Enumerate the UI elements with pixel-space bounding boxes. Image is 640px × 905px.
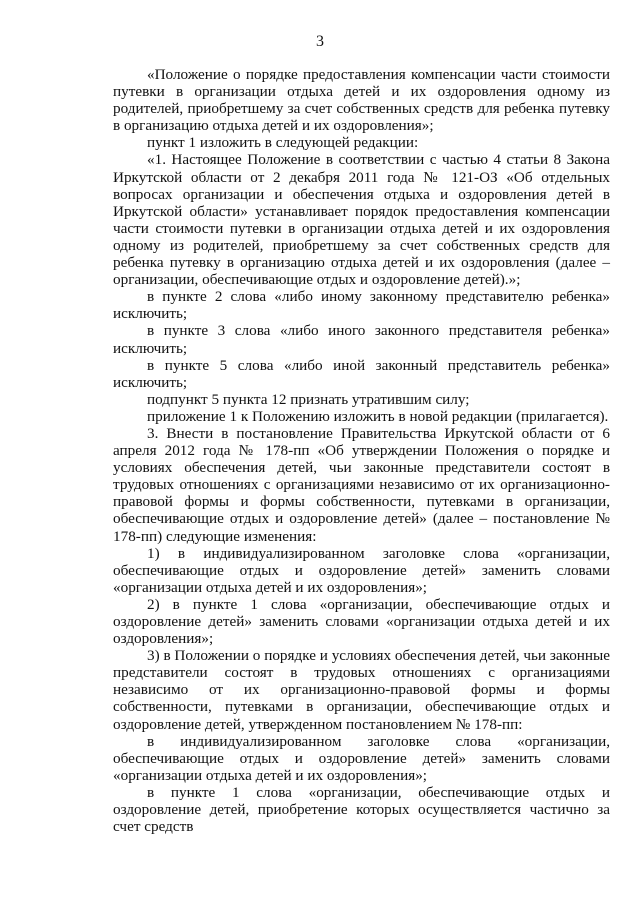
paragraph-change-3-heading: в индивидуализированном заголовке слова «организации, обеспечивающие отдых и оздоровление детей» заменить словами «организации отдыха детей и их оздоровления»;	[113, 732, 610, 784]
paragraph-regulation-title: «Положение о порядке предоставления компенсации части стоимости путевки в организации отдыха детей и их оздоровления одному из родителей, приобретшему за счет собственных средств для ребенка путевку в организацию отдыха детей и их оздоровления»;	[113, 66, 610, 135]
paragraph-item1-intro: пункт 1 изложить в следующей редакции:	[147, 134, 419, 152]
paragraph-section3: 3. Внести в постановление Правительства Иркутской области от 6 апреля 2012 года № 178-пп «Об утверждении Положения о порядке и условиях обеспечения детей, чьи законные представители состоят в трудовых отношениях с организациями независимо от их организационно-правовой формы и формы собственности, путевками в организации, обеспечивающие отдых и оздоровление детей» (далее – постановление № 178-пп) следующие изменения:	[113, 424, 610, 545]
paragraph-item3-change: в пункте 3 слова «либо иного законного представителя ребенка» исключить;	[113, 322, 610, 357]
paragraph-change-3-item1: в пункте 1 слова «организации, обеспечивающие отдых и оздоровление детей, приобретение которых осуществляется частично за счет средств	[113, 783, 610, 836]
paragraph-item2-change: в пункте 2 слова «либо иному законному представителю ребенка» исключить;	[113, 288, 610, 323]
paragraph-item1-text: «1. Настоящее Положение в соответствии с частью 4 статьи 8 Закона Иркутской области от 2 декабря 2011 года № 121-ОЗ «Об отдельных вопросах организации и обеспечения отдыха и оздоровления детей в Иркутской области» устанавливает порядок предоставления компенсации части стоимости путевки в организации отдыха детей и их оздоровления одному из родителей, приобретшему за счет собственных средств для ребенка путевку в организацию отдыха детей и их оздоровления (далее – организации, обеспечивающие отдых и оздоровление детей).»;	[113, 151, 610, 289]
paragraph-appendix1: приложение 1 к Положению изложить в новой редакции (прилагается).	[147, 407, 609, 425]
page-number: 3	[316, 33, 324, 50]
paragraph-change-2: 2) в пункте 1 слова «организации, обеспечивающие отдых и оздоровление детей» заменить словами «организации отдыха детей и их оздоровления»;	[113, 595, 610, 648]
paragraph-change-1: 1) в индивидуализированном заголовке слова «организации, обеспечивающие отдых и оздоровление детей» заменить словами «организации отдыха детей и их оздоровления»;	[113, 544, 610, 596]
paragraph-change-3: 3) в Положении о порядке и условиях обеспечения детей, чьи законные представители состоят в трудовых отношениях с организациями независимо от их организационно-правовой формы и формы собственности, путевками в организации, обеспечивающие отдых и оздоровление детей, утвержденном постановлением № 178-пп:	[113, 647, 610, 733]
paragraph-item5-change: в пункте 5 слова «либо иной законный представитель ребенка» исключить;	[113, 356, 610, 391]
paragraph-subitem5-void: подпункт 5 пункта 12 признать утратившим силу;	[147, 390, 470, 408]
document-body	[113, 66, 610, 835]
